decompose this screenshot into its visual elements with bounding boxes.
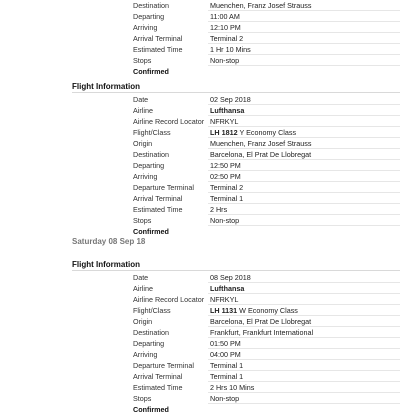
row-label: Arrival Terminal <box>133 372 183 381</box>
day-heading: Saturday 08 Sep 18 <box>72 237 146 246</box>
row-value: Terminal 1 <box>210 372 244 381</box>
detail-row-estimated-time <box>133 44 400 55</box>
detail-row-origin <box>133 316 400 327</box>
row-value: 08 Sep 2018 <box>210 273 251 282</box>
row-value: Terminal 1 <box>210 361 244 370</box>
detail-row-flight-class <box>133 305 400 316</box>
detail-row-departing <box>133 160 400 171</box>
section-heading-flight-information: Flight Information <box>72 260 140 269</box>
detail-row-stops <box>133 215 400 226</box>
row-value: NFRKYL <box>210 117 239 126</box>
row-value: Non-stop <box>210 216 240 225</box>
detail-row-date <box>133 272 400 283</box>
row-value <box>210 305 298 316</box>
detail-row-arriving <box>133 171 400 182</box>
row-label: Arrival Terminal <box>133 194 183 203</box>
row-value: NFRKYL <box>210 295 239 304</box>
flight-number: LH 1131 <box>210 306 238 315</box>
section-heading-flight-information: Flight Information <box>72 82 140 91</box>
row-label: Date <box>133 273 149 282</box>
detail-row-flight-class <box>133 127 400 138</box>
row-label: Destination <box>133 150 169 159</box>
detail-row-estimated-time <box>133 382 400 393</box>
row-label: Destination <box>133 1 169 10</box>
row-value: Frankfurt, Frankfurt International <box>210 328 314 337</box>
row-label: Date <box>133 95 149 104</box>
row-label: Estimated Time <box>133 205 183 214</box>
row-label: Departing <box>133 339 165 348</box>
detail-row-origin <box>133 138 400 149</box>
row-value: 1 Hr 10 Mins <box>210 45 251 54</box>
section-divider <box>72 92 400 93</box>
detail-row-departure-terminal <box>133 182 400 193</box>
status-label: Confirmed <box>133 405 169 414</box>
detail-row-departure-terminal <box>133 360 400 371</box>
row-value: 2 Hrs <box>210 205 228 214</box>
row-label: Airline <box>133 284 153 293</box>
booking-status <box>133 404 400 415</box>
row-value: Non-stop <box>210 56 240 65</box>
status-label: Confirmed <box>133 67 169 76</box>
row-label: Airline <box>133 106 153 115</box>
row-value <box>210 127 296 138</box>
status-label: Confirmed <box>133 227 169 236</box>
detail-row-departing <box>133 11 400 22</box>
detail-row-arriving <box>133 22 400 33</box>
detail-row-stops <box>133 393 400 404</box>
row-label: Estimated Time <box>133 383 183 392</box>
row-label: Departure Terminal <box>133 183 194 192</box>
row-label: Stops <box>133 216 152 225</box>
row-value: 12:50 PM <box>210 161 241 170</box>
section-divider <box>72 270 400 271</box>
detail-row-destination <box>133 327 400 338</box>
row-label: Airline Record Locator <box>133 117 205 126</box>
row-value: 02 Sep 2018 <box>210 95 251 104</box>
row-value: Lufthansa <box>210 284 245 293</box>
row-label: Arriving <box>133 350 158 359</box>
row-value: Lufthansa <box>210 106 245 115</box>
row-label: Arriving <box>133 23 158 32</box>
detail-row-airline <box>133 105 400 116</box>
row-value: Terminal 2 <box>210 183 244 192</box>
row-label: Stops <box>133 394 152 403</box>
row-value: 04:00 PM <box>210 350 241 359</box>
detail-row-arrival-terminal <box>133 193 400 204</box>
flight-number: LH 1812 <box>210 128 238 137</box>
row-value: Non-stop <box>210 394 240 403</box>
flight-class: W Economy Class <box>237 306 298 315</box>
detail-row-airline <box>133 283 400 294</box>
booking-status <box>133 66 400 77</box>
row-label: Arrival Terminal <box>133 34 183 43</box>
row-label: Origin <box>133 317 153 326</box>
row-label: Destination <box>133 328 169 337</box>
detail-row-departing <box>133 338 400 349</box>
row-value: Terminal 2 <box>210 34 244 43</box>
row-label: Arriving <box>133 172 158 181</box>
detail-row-destination <box>133 149 400 160</box>
detail-row-record-locator <box>133 294 400 305</box>
detail-row-arriving <box>133 349 400 360</box>
detail-row-arrival-terminal <box>133 371 400 382</box>
row-label: Estimated Time <box>133 45 183 54</box>
row-value: Terminal 1 <box>210 194 244 203</box>
row-label: Origin <box>133 139 153 148</box>
row-label: Flight/Class <box>133 306 171 315</box>
detail-row-record-locator <box>133 116 400 127</box>
row-value: 02:50 PM <box>210 172 241 181</box>
row-label: Departing <box>133 161 165 170</box>
detail-row-stops <box>133 55 400 66</box>
row-label: Stops <box>133 56 152 65</box>
row-label: Airline Record Locator <box>133 295 205 304</box>
detail-row-destination <box>133 0 400 11</box>
row-value: Barcelona, El Prat De Llobregat <box>210 150 312 159</box>
row-label: Departing <box>133 12 165 21</box>
row-value: Muenchen, Franz Josef Strauss <box>210 1 312 10</box>
row-value: 2 Hrs 10 Mins <box>210 383 255 392</box>
row-value: 01:50 PM <box>210 339 241 348</box>
detail-row-estimated-time <box>133 204 400 215</box>
row-value: 11:00 AM <box>210 12 240 21</box>
row-label: Departure Terminal <box>133 361 194 370</box>
row-value: 12:10 PM <box>210 23 241 32</box>
row-label: Flight/Class <box>133 128 171 137</box>
detail-row-arrival-terminal <box>133 33 400 44</box>
detail-row-date <box>133 94 400 105</box>
row-value: Muenchen, Franz Josef Strauss <box>210 139 312 148</box>
booking-status <box>133 226 400 237</box>
flight-class: Y Economy Class <box>237 128 297 137</box>
row-value: Barcelona, El Prat De Llobregat <box>210 317 312 326</box>
